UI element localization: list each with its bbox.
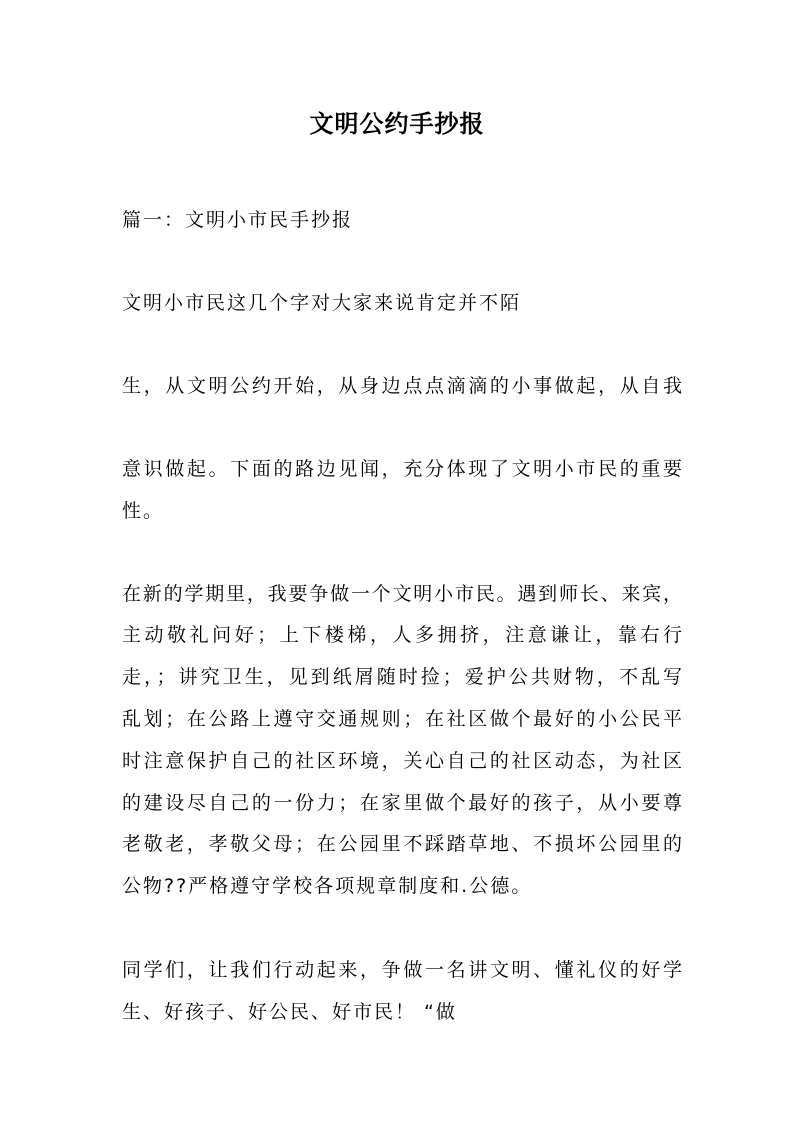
document-title: 文明公约手抄报 bbox=[309, 110, 485, 138]
paragraph-line: 乱划；在公路上遵守交通规则；在社区做个最好的小公民平 bbox=[122, 708, 682, 730]
section-heading: 篇一：文明小市民手抄报 bbox=[122, 209, 354, 231]
paragraph-line: 意识做起。下面的路边见闻，充分体现了文明小市民的重要 bbox=[122, 458, 682, 480]
paragraph-line: 生、好孩子、好公民、好市民！ “做 bbox=[122, 1001, 457, 1023]
paragraph-line: 生，从文明公约开始，从身边点点滴滴的小事做起，从自我 bbox=[122, 375, 682, 397]
paragraph-line: 主动敬礼问好；上下楼梯，人多拥挤，注意谦让，靠右行 bbox=[122, 624, 682, 646]
paragraph-line: 同学们，让我们行动起来，争做一名讲文明、懂礼仪的好学 bbox=[122, 959, 682, 981]
paragraph-line: 的建设尽自己的一份力；在家里做个最好的孩子，从小要尊 bbox=[122, 792, 682, 814]
paragraph-line: 性。 bbox=[122, 500, 165, 522]
paragraph-line: 文明小市民这几个字对大家来说肯定并不陌 bbox=[122, 292, 522, 314]
paragraph-line: 走，；讲究卫生，见到纸屑随时捡；爱护公共财物，不乱写 bbox=[122, 666, 682, 688]
paragraph-line: 在新的学期里，我要争做一个文明小市民。遇到师长、来宾， bbox=[122, 583, 682, 605]
paragraph-line: 老敬老，孝敬父母；在公园里不踩踏草地、不损坏公园里的 bbox=[122, 833, 682, 855]
paragraph-line: 时注意保护自己的社区环境，关心自己的社区动态，为社区 bbox=[122, 750, 682, 772]
paragraph-line: 公物??严格遵守学校各项规章制度和.公德。 bbox=[122, 875, 533, 897]
